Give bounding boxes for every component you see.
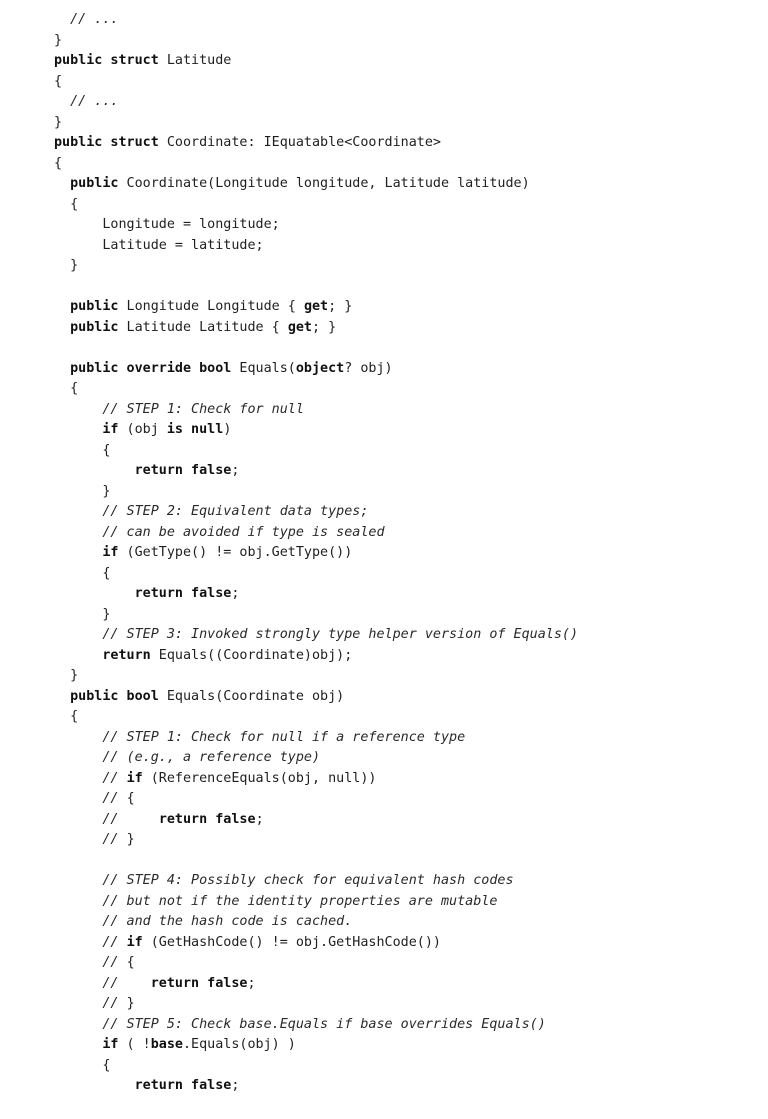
code-text [54,812,102,827]
code-text: ; [247,975,256,991]
code-comment: // [102,934,127,950]
code-text [54,299,70,314]
code-line [54,769,754,790]
code-line [54,277,754,298]
code-text [54,750,102,765]
code-line [54,10,754,31]
code-text: Latitude [158,53,232,68]
code-text [54,361,70,376]
code-keyword: return false [134,463,232,478]
code-text [54,463,135,478]
code-keyword: public struct [54,135,159,150]
code-comment: // STEP 3: Invoked strongly type helper version of Equals() [102,627,579,642]
code-keyword: return false [158,811,256,827]
code-text [54,648,102,663]
code-text [54,730,102,745]
code-line [54,748,754,769]
code-text: { [54,196,79,212]
code-keyword: is null [166,422,224,437]
code-comment: // [102,955,127,970]
code-comment: // STEP 4: Possibly check for equivalent hash codes [102,873,514,888]
code-text: Equals((Coordinate)obj); [150,647,353,663]
code-line [54,1076,754,1097]
code-line [54,92,754,113]
code-comment: // ... [70,12,119,27]
code-text: (GetType() != obj.GetType()) [118,545,353,560]
code-comment: // and the hash code is cached. [102,914,353,929]
code-line [54,994,754,1015]
code-text: (obj [118,422,167,437]
code-line [54,625,754,646]
code-line [54,646,754,667]
code-line [54,154,754,175]
code-line [54,215,754,236]
code-text [54,791,102,806]
code-line [54,830,754,851]
code-keyword: public struct [54,53,159,68]
code-text [54,832,102,847]
code-keyword: return false [134,586,232,601]
code-line [54,113,754,134]
code-line [54,543,754,564]
code-text [54,914,102,929]
code-text [54,176,70,191]
code-text: { [126,955,135,970]
code-text: } [54,668,79,683]
code-text [54,1017,102,1032]
code-text: { [126,791,135,806]
code-line [54,584,754,605]
code-text [54,525,102,540]
code-text: ) [223,422,232,437]
code-comment: // [102,811,159,827]
code-line [54,256,754,277]
code-line [54,851,754,872]
code-text: { [54,709,79,724]
code-line [54,318,754,339]
code-keyword: public [70,176,119,191]
code-keyword: return false [150,975,248,991]
code-text: ; } [312,319,337,335]
code-text: Coordinate(Longitude longitude, Latitude latitude) [118,176,530,191]
code-keyword: get [303,299,329,314]
code-comment: // (e.g., a reference type) [102,750,321,765]
code-line [54,953,754,974]
code-line [54,707,754,728]
code-text [54,504,102,519]
code-line [54,482,754,503]
code-text: Equals( [231,360,296,376]
code-comment: // STEP 2: Equivalent data types; [102,504,369,519]
code-line [54,400,754,421]
code-comment: // [102,791,127,806]
code-keyword: object [295,360,345,376]
code-text: } [54,483,111,499]
code-keyword: public override bool [70,360,232,376]
code-text [54,689,70,704]
code-line [54,687,754,708]
code-keyword: public [70,299,119,314]
code-keyword: return [102,647,151,663]
code-text [54,894,102,909]
code-line [54,51,754,72]
code-keyword: public [70,319,119,335]
code-text: { [54,565,111,581]
code-text: { [54,73,63,89]
code-comment: // [102,996,127,1011]
code-text: ; [255,811,264,827]
code-text: } [54,32,63,48]
code-line [54,871,754,892]
code-line [54,933,754,954]
code-line [54,31,754,52]
code-line [54,359,754,380]
code-line [54,441,754,462]
code-line [54,974,754,995]
code-line [54,236,754,257]
code-text [54,1078,135,1093]
code-text: ; [231,586,240,601]
code-text: ; [231,1078,240,1093]
code-text: { [54,381,79,396]
code-text: Longitude = longitude; [54,217,280,232]
code-comment: // ... [70,94,119,109]
code-keyword: if [126,934,143,950]
code-text [54,627,102,642]
code-text [54,1037,102,1052]
code-line [54,1035,754,1056]
code-text: Longitude Longitude { [118,299,304,314]
code-text: .Equals(obj) ) [183,1037,296,1052]
code-text [54,586,135,601]
code-text: Coordinate: IEquatable<Coordinate> [158,135,441,150]
code-comment: // [102,770,127,786]
code-line [54,912,754,933]
code-line [54,1015,754,1036]
code-text [54,402,102,417]
code-line [54,728,754,749]
code-line [54,174,754,195]
code-comment: // STEP 1: Check for null [102,401,304,417]
code-text [54,935,102,950]
code-text: } [126,996,135,1011]
code-text: } [54,258,79,273]
code-line [54,789,754,810]
code-text: Latitude Latitude { [118,319,288,335]
code-text [54,94,70,109]
code-line [54,523,754,544]
code-text [54,320,70,335]
code-comment: // STEP 1: Check for null if a reference type [102,729,466,745]
code-line [54,810,754,831]
code-keyword: if [126,770,143,786]
code-text: (ReferenceEquals(obj, null)) [142,770,377,786]
code-text [54,771,102,786]
code-text: (GetHashCode() != obj.GetHashCode()) [142,934,441,950]
code-text: Equals(Coordinate obj) [158,688,345,704]
code-keyword: public bool [70,688,159,704]
code-text: { [54,442,111,458]
code-text: } [54,114,63,130]
code-text: ; } [328,299,353,314]
code-line [54,420,754,441]
code-text [54,422,102,437]
code-text: Latitude = latitude; [54,237,264,253]
code-line [54,133,754,154]
code-keyword: base [150,1037,183,1052]
code-comment: // [102,975,151,991]
code-text: { [54,155,63,171]
code-line [54,666,754,687]
code-text [54,545,102,560]
code-text [54,873,102,888]
code-comment: // can be avoided if type is sealed [102,524,385,540]
code-keyword: if [102,545,119,560]
code-line [54,72,754,93]
code-line [54,297,754,318]
code-text: } [126,832,135,847]
code-line [54,564,754,585]
code-text [54,12,70,27]
code-text [54,976,102,991]
code-text [54,996,102,1011]
code-line [54,461,754,482]
code-text: { [54,1057,111,1073]
code-comment: // STEP 5: Check base.Equals if base overrides Equals() [102,1016,546,1032]
code-line [54,892,754,913]
code-text: ? obj) [344,360,393,376]
code-text: } [54,606,111,622]
code-keyword: if [102,1037,119,1052]
code-line [54,379,754,400]
code-line [54,605,754,626]
code-listing [54,0,754,1097]
code-keyword: return false [134,1078,232,1093]
code-keyword: get [287,319,312,335]
code-text [54,955,102,970]
code-line [54,502,754,523]
code-line [54,1056,754,1077]
code-keyword: if [102,422,119,437]
code-text: ( ! [118,1037,151,1052]
code-line [54,338,754,359]
code-comment: // but not if the identity properties are mutable [102,893,498,909]
code-comment: // [102,832,127,847]
code-line [54,195,754,216]
code-text: ; [231,463,240,478]
